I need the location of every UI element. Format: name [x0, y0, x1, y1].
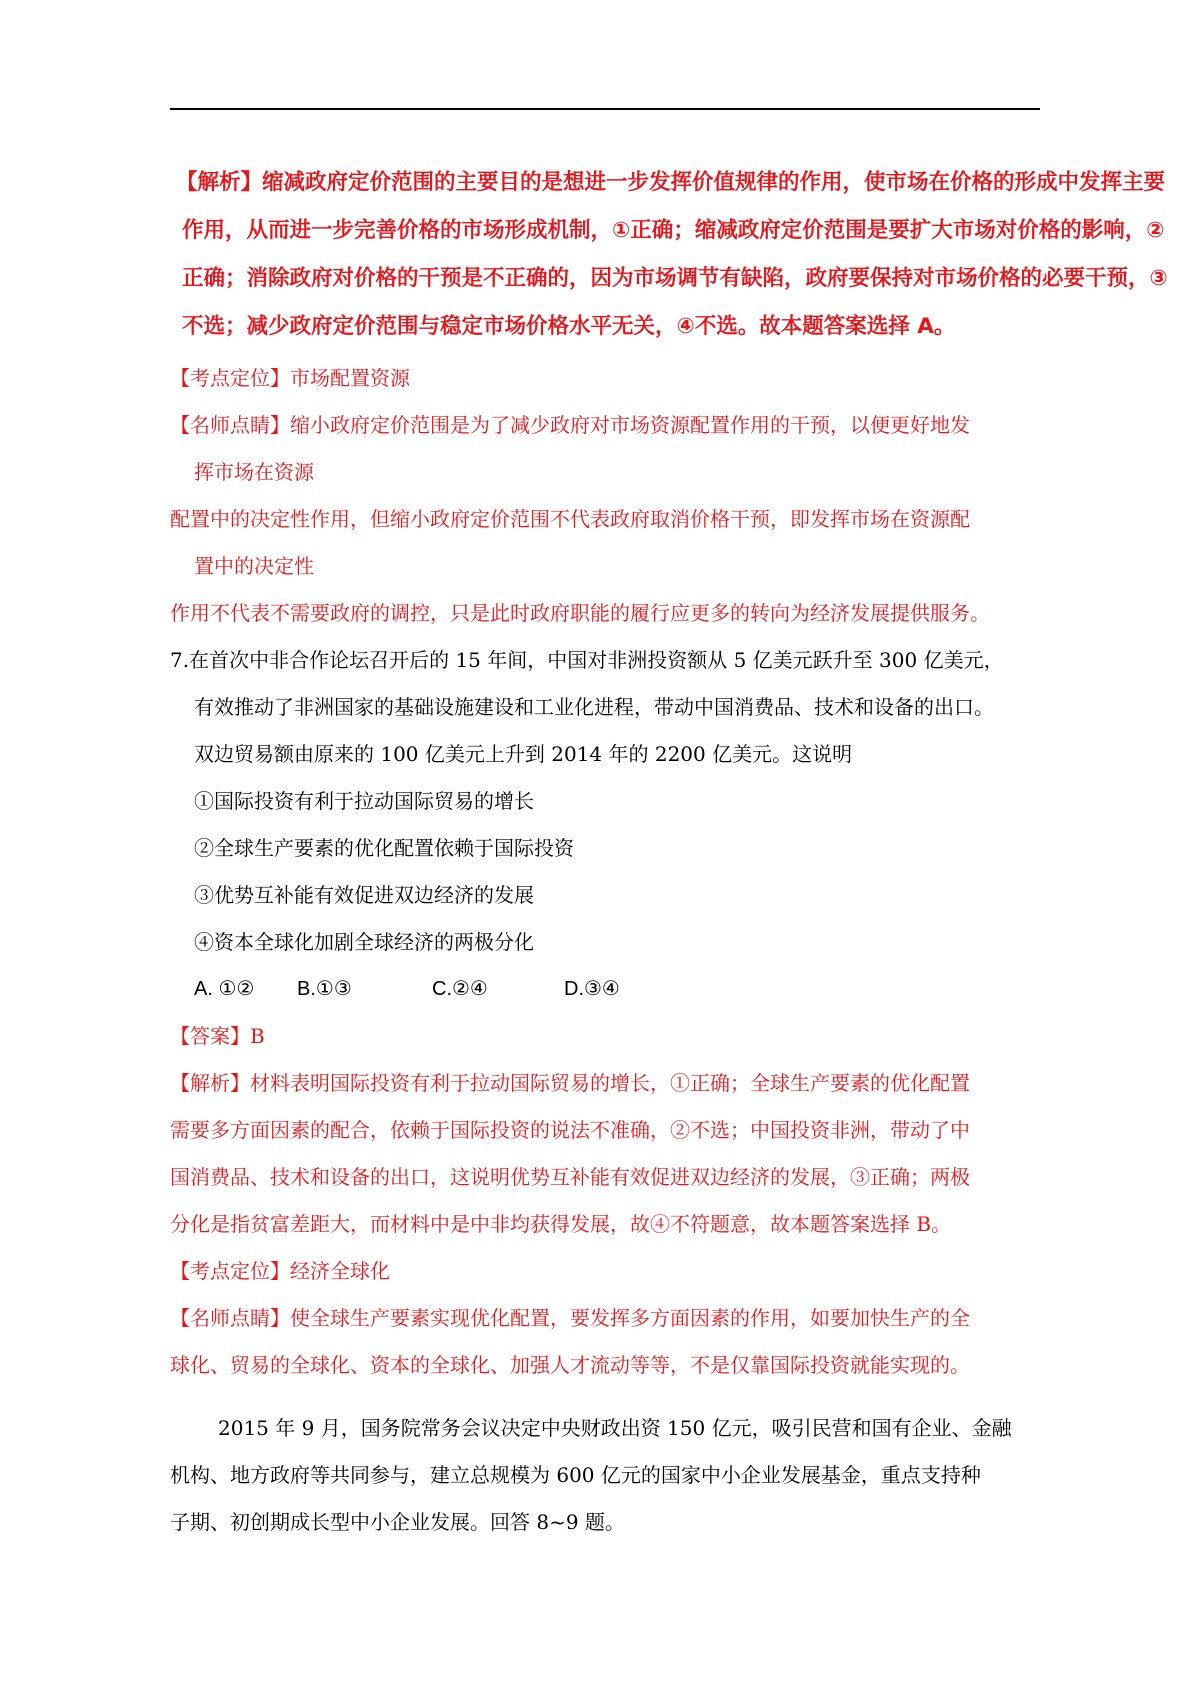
- q6-analysis-line-3: 正确；消除政府对价格的干预是不正确的，因为市场调节有缺陷，政府要保持对市场价格的必要干预，③: [182, 266, 1168, 291]
- q7-option-2: ②全球生产要素的优化配置依赖于国际投资: [194, 836, 574, 860]
- q6-tip-line-1: 【名师点睛】缩小政府定价范围是为了减少政府对市场资源配置作用的干预，以便更好地发: [170, 413, 970, 437]
- q6-tip-line-5: 作用不代表不需要政府的调控，只是此时政府职能的履行应更多的转向为经济发展提供服务。: [170, 601, 990, 625]
- q7-choice-d: D.③④: [564, 978, 620, 1000]
- q6-point: 【考点定位】市场配置资源: [170, 366, 410, 390]
- q7-answer: 【答案】B: [170, 1024, 265, 1048]
- material-line-1: 2015 年 9 月，国务院常务会议决定中央财政出资 150 亿元，吸引民营和国有企业、金融: [218, 1416, 1012, 1440]
- material-line-2: 机构、地方政府等共同参与，建立总规模为 600 亿元的国家中小企业发展基金，重点支持种: [170, 1463, 981, 1487]
- q7-tip-line-2: 球化、贸易的全球化、资本的全球化、加强人才流动等等，不是仅靠国际投资就能实现的。: [170, 1353, 970, 1377]
- q7-choice-c: C.②④: [432, 978, 488, 1000]
- q6-tip-line-4: 置中的决定性: [194, 554, 314, 578]
- header-rule: [170, 108, 1040, 110]
- q6-analysis-line-4: 不选；减少政府定价范围与稳定市场价格水平无关，④不选。故本题答案选择 A。: [182, 314, 956, 339]
- q7-choice-b: B.①③: [297, 978, 352, 1000]
- q7-analysis-line-4: 分化是指贫富差距大，而材料中是中非均获得发展，故④不符题意，故本题答案选择 B。: [170, 1212, 952, 1236]
- q7-stem-line-1: 7.在首次中非合作论坛召开后的 15 年间，中国对非洲投资额从 5 亿美元跃升至 300 亿美元，: [170, 648, 1004, 672]
- q7-stem-line-3: 双边贸易额由原来的 100 亿美元上升到 2014 年的 2200 亿美元。这说明: [194, 742, 853, 766]
- q7-option-3: ③优势互补能有效促进双边经济的发展: [194, 883, 534, 907]
- q7-analysis-line-1: 【解析】材料表明国际投资有利于拉动国际贸易的增长，①正确；全球生产要素的优化配置: [170, 1071, 970, 1095]
- q6-analysis-line-2: 作用，从而进一步完善价格的市场形成机制，①正确；缩减政府定价范围是要扩大市场对价格的影响，②: [182, 218, 1165, 243]
- material-line-3: 子期、初创期成长型中小企业发展。回答 8~9 题。: [170, 1510, 625, 1534]
- q7-tip-line-1: 【名师点睛】使全球生产要素实现优化配置，要发挥多方面因素的作用，如要加快生产的全: [170, 1306, 970, 1330]
- q6-tip-line-2: 挥市场在资源: [194, 460, 314, 484]
- q7-point: 【考点定位】经济全球化: [170, 1259, 390, 1283]
- q6-analysis-line-1: 【解析】缩减政府定价范围的主要目的是想进一步发挥价值规律的作用，使市场在价格的形成中发挥主要: [176, 170, 1166, 195]
- q7-option-1: ①国际投资有利于拉动国际贸易的增长: [194, 789, 534, 813]
- q7-choice-a: A. ①②: [194, 978, 255, 1000]
- q6-tip-line-3: 配置中的决定性作用，但缩小政府定价范围不代表政府取消价格干预，即发挥市场在资源配: [170, 507, 970, 531]
- q7-option-4: ④资本全球化加剧全球经济的两极分化: [194, 930, 534, 954]
- q7-stem-line-2: 有效推动了非洲国家的基础设施建设和工业化进程，带动中国消费品、技术和设备的出口。: [194, 695, 994, 719]
- q7-analysis-line-2: 需要多方面因素的配合，依赖于国际投资的说法不准确，②不选；中国投资非洲，带动了中: [170, 1118, 970, 1142]
- q7-analysis-line-3: 国消费品、技术和设备的出口，这说明优势互补能有效促进双边经济的发展，③正确；两极: [170, 1165, 970, 1189]
